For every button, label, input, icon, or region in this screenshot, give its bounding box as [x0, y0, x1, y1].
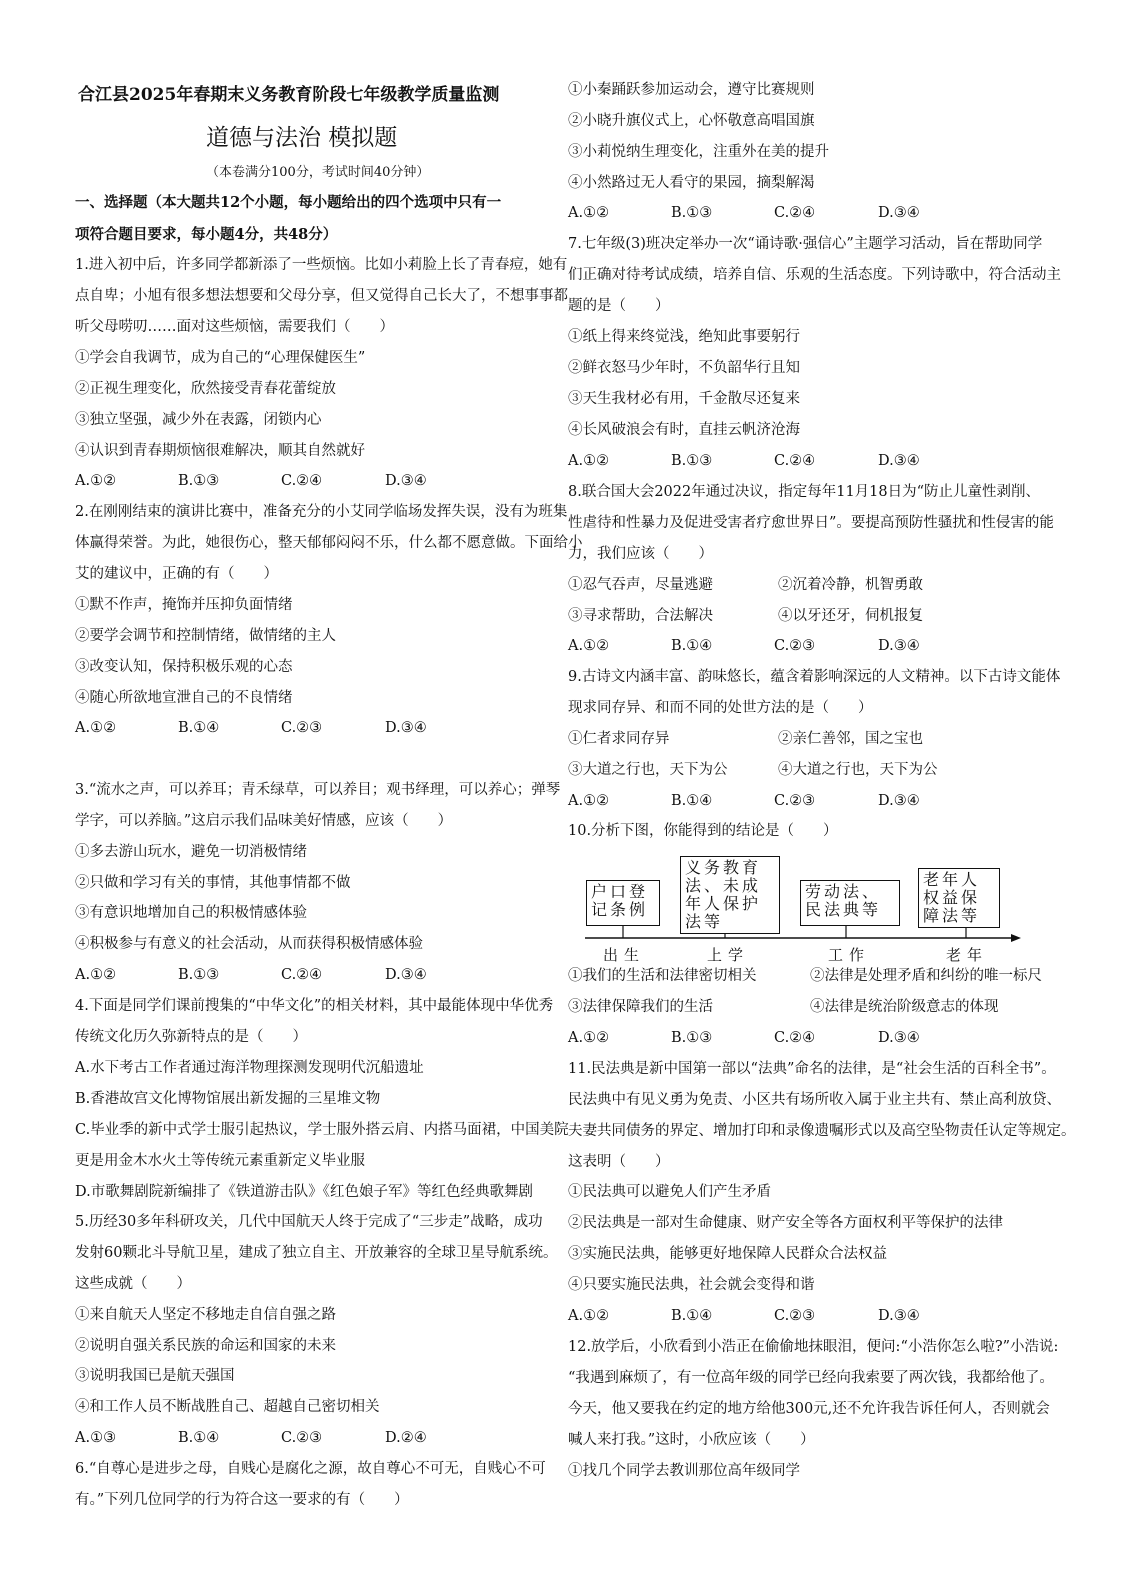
q10-options: [568, 1029, 1028, 1047]
q4-choice-b[interactable]: B.香港故宫文化博物馆展出新发掘的三星堆文物: [75, 1091, 381, 1107]
q12-statement: ①找几个同学去教训那位高年级同学: [568, 1463, 800, 1479]
q1-stem: 点自卑；小旭有很多想法想要和父母分享，但又觉得自己长大了，不想事事都: [75, 288, 568, 304]
option-b[interactable]: B.①④: [671, 793, 713, 809]
q3-statement: ②只做和学习有关的事情，其他事情都不做: [75, 875, 351, 891]
section-heading: 一、选择题（本大题共12个小题，每小题给出的四个选项中只有一: [75, 194, 502, 211]
q11-statement: ④只要实施民法典，社会就会变得和谐: [568, 1277, 815, 1293]
q6-statement: ①小秦踊跃参加运动会，遵守比赛规则: [568, 82, 815, 98]
q11-stem: 11.民法典是新中国第一部以“法典”命名的法律，是“社会生活的百科全书”。: [568, 1061, 1056, 1077]
stage-work: 工作: [828, 946, 871, 964]
q8-stem: 力，我们应该（ ）: [568, 546, 713, 562]
q1-statement: ②正视生理变化，欣然接受青春花蕾绽放: [75, 381, 336, 397]
option-b[interactable]: B.①③: [671, 1030, 713, 1046]
q4-choice-d[interactable]: D.市歌舞剧院新编排了《铁道游击队》《红色娘子军》等红色经典歌舞剧: [75, 1184, 533, 1200]
option-c[interactable]: C.②③: [281, 1430, 323, 1446]
option-d[interactable]: D.③④: [878, 205, 920, 221]
diagram-box-old-age: 老年人 权益保 障法等: [918, 868, 1000, 928]
option-c[interactable]: C.②④: [281, 967, 323, 983]
q3-stem: 学字，可以养脑。”这启示我们品味美好情感，应该（ ）: [75, 813, 453, 829]
diagram-box-birth: 户口登 记条例: [586, 880, 660, 926]
q6-statement: ③小莉悦纳生理变化，注重外在美的提升: [568, 144, 829, 160]
q11-statement: ③实施民法典，能够更好地保障人民群众合法权益: [568, 1246, 887, 1262]
option-a[interactable]: A.①②: [568, 1308, 610, 1324]
option-c[interactable]: C.②④: [774, 205, 816, 221]
option-a[interactable]: A.①②: [75, 720, 117, 736]
q10-statement: ②法律是处理矛盾和纠纷的唯一标尺: [810, 968, 1042, 984]
q4-stem: 传统文化历久弥新特点的是（ ）: [75, 1029, 307, 1045]
option-d[interactable]: D.②④: [385, 1430, 427, 1446]
q10-statement: ③法律保障我们的生活: [568, 999, 713, 1015]
q7-statement: ④长风破浪会有时，直挂云帆济沧海: [568, 422, 800, 438]
q10-statement-row: [568, 967, 1042, 985]
q11-stem: 这表明（ ）: [568, 1154, 670, 1170]
q12-stem: “我遇到麻烦了，有一位高年级的同学已经向我索要了两次钱，我都给他了。: [568, 1370, 1054, 1386]
q5-stem: 这些成就（ ）: [75, 1276, 191, 1292]
option-a[interactable]: A.①③: [75, 1430, 117, 1446]
q2-stem: 艾的建议中，正确的有（ ）: [75, 566, 278, 582]
q7-statement: ①纸上得来终觉浅，绝知此事要躬行: [568, 329, 800, 345]
q5-statement: ③说明我国已是航天强国: [75, 1368, 235, 1384]
q2-statement: ①默不作声，掩饰并压抑负面情绪: [75, 597, 293, 613]
q5-statement: ②说明自强关系民族的命运和国家的未来: [75, 1338, 336, 1354]
option-a[interactable]: A.①②: [568, 453, 610, 469]
q9-statement-row: [568, 761, 1038, 779]
option-a[interactable]: A.①②: [568, 638, 610, 654]
q10-stem: 10.分析下图，你能得到的结论是（ ）: [568, 823, 838, 839]
option-d[interactable]: D.③④: [878, 793, 920, 809]
q2-statement: ③改变认知，保持积极乐观的心态: [75, 659, 293, 675]
q3-options: [75, 966, 535, 984]
q12-stem: 喊人来打我。”这时，小欣应该（ ）: [568, 1432, 815, 1448]
exam-meta: （本卷满分100分，考试时间40分钟）: [206, 165, 430, 180]
q9-stem: 现求同存异、和而不同的处世方法的是（ ）: [568, 700, 873, 716]
option-c[interactable]: C.②③: [281, 720, 323, 736]
q4-stem: 4.下面是同学们课前搜集的“中华文化”的相关材料，其中最能体现中华优秀: [75, 998, 554, 1014]
subject-title: 道德与法治 模拟题: [206, 125, 398, 151]
q2-stem: 体赢得荣誉。为此，她很伤心，整天郁郁闷闷不乐，什么都不愿意做。下面给小: [75, 535, 583, 551]
option-b[interactable]: B.①④: [178, 1430, 220, 1446]
option-c[interactable]: C.②③: [774, 638, 816, 654]
stage-birth: 出生: [603, 946, 646, 964]
option-b[interactable]: B.①③: [671, 453, 713, 469]
q8-statement: ②沉着冷静，机智勇敢: [778, 577, 923, 593]
exam-title: 合江县2025年春期末义务教育阶段七年级教学质量监测: [78, 85, 500, 105]
option-d[interactable]: D.③④: [878, 1308, 920, 1324]
option-b[interactable]: B.①④: [671, 1308, 713, 1324]
q5-options: [75, 1429, 535, 1447]
option-d[interactable]: D.③④: [878, 453, 920, 469]
q2-options: [75, 719, 535, 737]
q10-statement: ①我们的生活和法律密切相关: [568, 968, 757, 984]
diagram-box-work: 劳动法、 民法典等: [800, 880, 900, 926]
q10-statement: ④法律是统治阶级意志的体现: [810, 999, 999, 1015]
q9-stem: 9.古诗文内涵丰富、韵味悠长，蕴含着影响深远的人文精神。以下古诗文能体: [568, 669, 1061, 685]
section-heading-cont: 项符合题目要求，每小题4分，共48分）: [75, 226, 338, 243]
q3-statement: ③有意识地增加自己的积极情感体验: [75, 905, 307, 921]
q8-statement: ①忍气吞声，尽量逃避: [568, 577, 713, 593]
q2-stem: 2.在刚刚结束的演讲比赛中，准备充分的小艾同学临场发挥失误，没有为班集: [75, 504, 568, 520]
q3-statement: ①多去游山玩水，避免一切消极情绪: [75, 844, 307, 860]
option-b[interactable]: B.①④: [671, 638, 713, 654]
option-d[interactable]: D.③④: [385, 967, 427, 983]
option-c[interactable]: C.②④: [281, 473, 323, 489]
q12-stem: 今天，他又要我在约定的地方给他300元,还不允许我告诉任何人，否则就会: [568, 1401, 1050, 1417]
q11-statement: ②民法典是一部对生命健康、财产安全等各方面权利平等保护的法律: [568, 1215, 1003, 1231]
q8-statement-row: [568, 576, 1038, 594]
option-c[interactable]: C.②③: [774, 1308, 816, 1324]
q6-stem: 6.“自尊心是进步之母，自贱心是腐化之源，故自尊心不可无，自贱心不可: [75, 1461, 546, 1477]
q12-stem: 12.放学后，小欣看到小浩正在偷偷地抹眼泪，便问:“小浩你怎么啦?”小浩说:: [568, 1339, 1059, 1355]
q2-statement: ④随心所欲地宣泄自己的不良情绪: [75, 690, 293, 706]
q11-stem: 夫妻共同债务的界定、增加打印和录像遗嘱形式以及高空坠物责任认定等规定。: [568, 1123, 1076, 1139]
q9-options: [568, 792, 1028, 810]
law-lifecycle-diagram: [583, 856, 1023, 966]
q8-statement: ③寻求帮助，合法解决: [568, 608, 713, 624]
q1-statement: ④认识到青春期烦恼很难解决，顺其自然就好: [75, 443, 365, 459]
q4-choice-c-cont: 更是用金木水火土等传统元素重新定义毕业服: [75, 1153, 365, 1169]
option-d[interactable]: D.③④: [878, 1030, 920, 1046]
q11-options: [568, 1307, 1028, 1325]
q7-statement: ②鲜衣怒马少年时，不负韶华行且知: [568, 360, 800, 376]
stage-old-age: 老年: [946, 946, 989, 964]
diagram-box-school: 义务教育 法、未成 年人保护 法等: [680, 856, 780, 934]
q5-stem: 发射60颗北斗导航卫星，建成了独立自主、开放兼容的全球卫星导航系统。: [75, 1245, 558, 1261]
q11-statement: ①民法典可以避免人们产生矛盾: [568, 1184, 771, 1200]
option-a[interactable]: A.①②: [568, 1030, 610, 1046]
q6-options: [568, 204, 1028, 222]
q7-statement: ③天生我材必有用，千金散尽还复来: [568, 391, 800, 407]
q11-stem: 民法典中有见义勇为免责、小区共有场所收入属于业主共有、禁止高利放贷、: [568, 1092, 1061, 1108]
option-a[interactable]: A.①②: [75, 473, 117, 489]
q5-statement: ④和工作人员不断战胜自己、超越自己密切相关: [75, 1399, 380, 1415]
q9-statement: ②亲仁善邻，国之宝也: [778, 731, 923, 747]
option-c[interactable]: C.②④: [774, 1030, 816, 1046]
option-b[interactable]: B.①③: [671, 205, 713, 221]
q7-stem: 题的是（ ）: [568, 298, 670, 314]
q1-stem: 听父母唠叨……面对这些烦恼，需要我们（ ）: [75, 319, 394, 335]
q8-options: [568, 637, 1028, 655]
q7-stem: 7.七年级(3)班决定举办一次“诵诗歌·强信心”主题学习活动，旨在帮助同学: [568, 236, 1043, 252]
q4-choice-c[interactable]: C.毕业季的新中式学士服引起热议，学士服外搭云肩、内搭马面裙，中国美院: [75, 1122, 569, 1138]
q1-statement: ①学会自我调节，成为自己的“心理保健医生”: [75, 350, 366, 366]
q3-statement: ④积极参与有意义的社会活动，从而获得积极情感体验: [75, 936, 423, 952]
q10-statement-row: [568, 998, 1038, 1016]
option-b[interactable]: B.①③: [178, 473, 220, 489]
q7-stem: 们正确对待考试成绩，培养自信、乐观的生活态度。下列诗歌中，符合活动主: [568, 267, 1061, 283]
q6-statement: ④小然路过无人看守的果园，摘梨解渴: [568, 175, 815, 191]
option-d[interactable]: D.③④: [385, 473, 427, 489]
q9-statement-row: [568, 730, 1038, 748]
option-d[interactable]: D.③④: [878, 638, 920, 654]
q9-statement: ④大道之行也，天下为公: [778, 762, 938, 778]
q8-stem: 性虐待和性暴力及促进受害者疗愈世界日”。要提高预防性骚扰和性侵害的能: [568, 515, 1054, 531]
option-a[interactable]: A.①②: [75, 967, 117, 983]
option-b[interactable]: B.①③: [178, 967, 220, 983]
q5-statement: ①来自航天人坚定不移地走自信自强之路: [75, 1307, 336, 1323]
q6-stem: 有。”下列几位同学的行为符合这一要求的有（ ）: [75, 1492, 409, 1508]
q2-statement: ②要学会调节和控制情绪，做情绪的主人: [75, 628, 336, 644]
q3-stem: 3.“流水之声，可以养耳；青禾绿草，可以养目；观书绎理，可以养心；弹琴: [75, 782, 561, 798]
option-c[interactable]: C.②④: [774, 453, 816, 469]
q7-options: [568, 452, 1028, 470]
q4-choice-a[interactable]: A.水下考古工作者通过海洋物理探测发现明代沉船遗址: [75, 1060, 424, 1076]
q9-statement: ①仁者求同存异: [568, 731, 670, 747]
option-a[interactable]: A.①②: [568, 793, 610, 809]
q8-statement: ④以牙还牙，伺机报复: [778, 608, 923, 624]
q8-stem: 8.联合国大会2022年通过决议，指定每年11月18日为“防止儿童性剥削、: [568, 484, 1041, 500]
option-b[interactable]: B.①④: [178, 720, 220, 736]
q1-stem: 1.进入初中后，许多同学都新添了一些烦恼。比如小莉脸上长了青春痘，她有: [75, 257, 568, 273]
stage-school: 上学: [707, 946, 750, 964]
q6-statement: ②小晓升旗仪式上，心怀敬意高唱国旗: [568, 113, 815, 129]
q5-stem: 5.历经30多年科研攻关，几代中国航天人终于完成了“三步走”战略，成功: [75, 1214, 543, 1230]
q8-statement-row: [568, 607, 1038, 625]
option-a[interactable]: A.①②: [568, 205, 610, 221]
q9-statement: ③大道之行也，天下为公: [568, 762, 728, 778]
q1-options: [75, 472, 535, 490]
q1-statement: ③独立坚强，减少外在表露，闭锁内心: [75, 412, 322, 428]
option-d[interactable]: D.③④: [385, 720, 427, 736]
option-c[interactable]: C.②③: [774, 793, 816, 809]
